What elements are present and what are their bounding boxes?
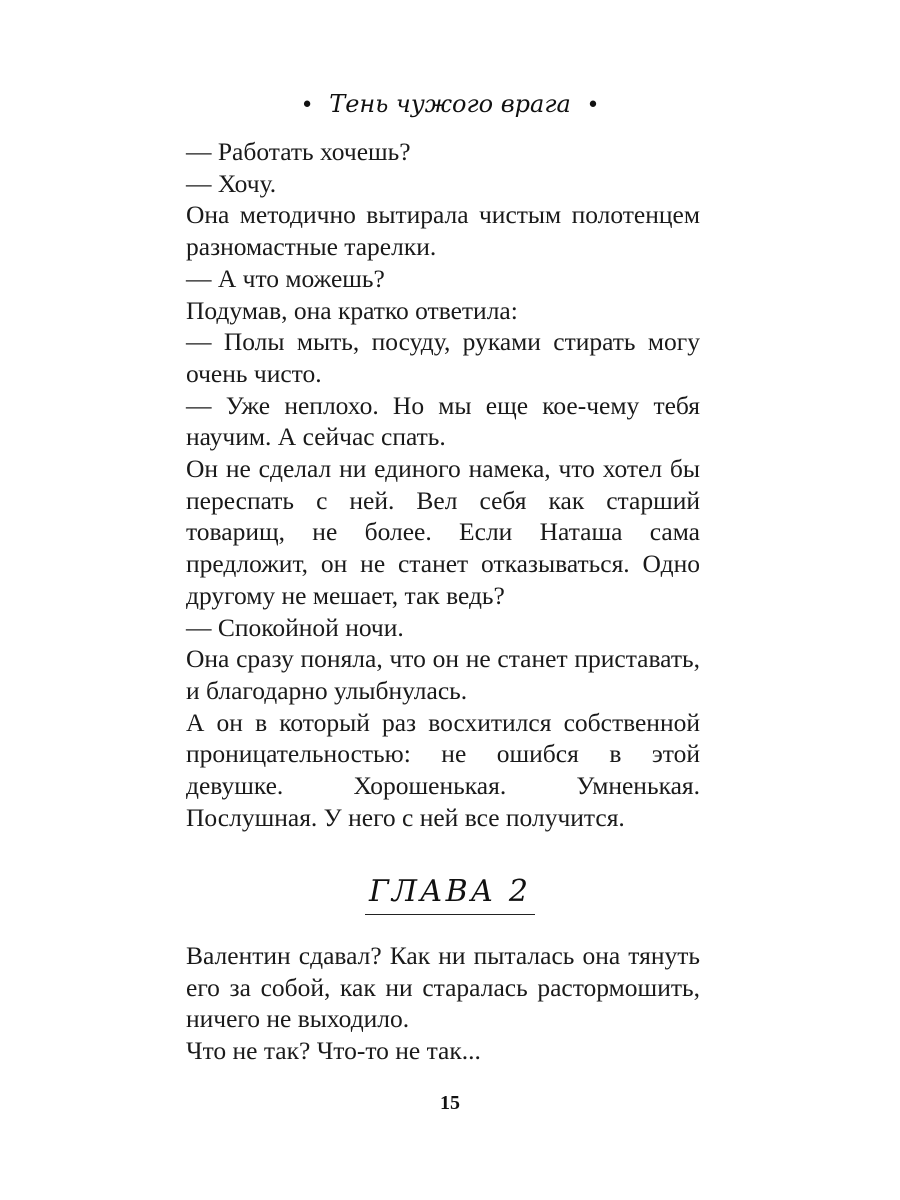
- paragraph: Она сразу поняла, что он не станет приставать, и благодарно улыбнулась.: [186, 644, 700, 705]
- paragraph: Подумав, она кратко ответила:: [186, 295, 518, 325]
- paragraph: — Уже неплохо. Но мы еще кое-чему тебя научим. А сейчас спать.: [186, 390, 700, 452]
- running-head: [0, 84, 900, 126]
- paragraph: Валентин сдавал? Как ни пыталась она тянуть его за собой, как ни старалась растормошить, ничего не выходило.: [186, 941, 700, 1034]
- paragraph: — Хочу.: [186, 168, 277, 198]
- running-head-title: Тень чужого врага: [329, 90, 571, 118]
- chapter-heading: [0, 872, 900, 915]
- paragraph: — Спокойной ночи.: [186, 612, 404, 642]
- paragraph: Она методично вытирала чистым полотенцем разномастные тарелки.: [186, 200, 700, 262]
- header-bullet-right: •: [586, 93, 600, 118]
- body-text-bottom: [186, 940, 700, 1067]
- paragraph: — Работать хочешь?: [186, 137, 411, 166]
- paragraph: Он не сделал ни единого намека, что хотел бы переспать с ней. Вел себя как старший товарищ, не более. Если Наташа сама предложит, он не станет отказываться. Одно другому не мешает, так ведь?: [186, 454, 700, 610]
- chapter-title: ГЛАВА 2: [365, 872, 535, 915]
- paragraph: Что не так? Что-то не так...: [186, 1036, 481, 1066]
- paragraph: — А что можешь?: [186, 263, 385, 293]
- paragraph: А он в который раз восхитился собственной проницательностью: не ошибся в этой девушке. Хорошенькая. Умненькая. Послушная. У него с ней все получится.: [186, 707, 700, 832]
- paragraph: — Полы мыть, посуду, руками стирать могу очень чисто.: [186, 327, 700, 388]
- page-number: 15: [440, 1092, 460, 1114]
- header-bullet-left: •: [300, 93, 314, 118]
- body-text-top: [186, 136, 700, 833]
